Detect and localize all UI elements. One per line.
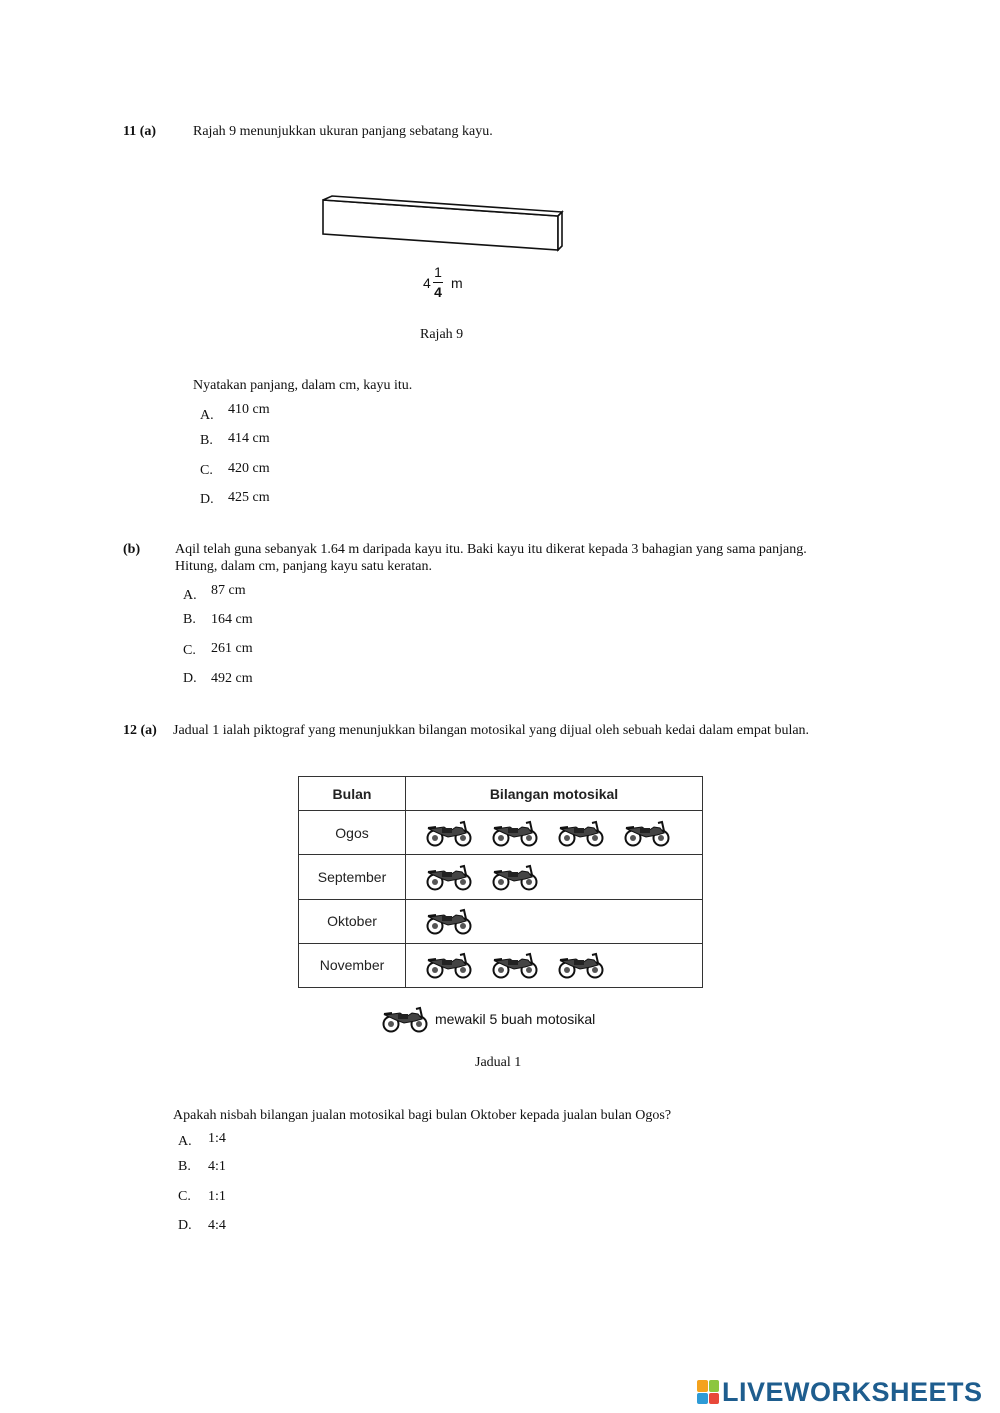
motorcycle-icon	[426, 907, 472, 935]
q12-question: Apakah nisbah bilangan jualan motosikal bagi bulan Oktober kepada jualan bulan Ogos?	[173, 1108, 672, 1123]
table-row	[299, 811, 703, 855]
option-text: 87 cm	[211, 583, 246, 598]
option-text: 1:1	[208, 1189, 226, 1204]
q12-option-c[interactable]	[178, 1189, 378, 1211]
brand-name: LIVEWORKSHEETS	[722, 1377, 983, 1407]
option-letter: A.	[178, 1134, 192, 1149]
icons-cell	[406, 943, 703, 987]
fraction-bar	[433, 282, 443, 283]
logo-square-icon	[697, 1380, 708, 1392]
motorcycle-icon	[492, 819, 538, 847]
pictograph-key	[382, 1004, 595, 1034]
motorcycle-icon	[492, 863, 538, 891]
key-text: mewakil 5 buah motosikal	[435, 1011, 596, 1027]
q11-option-a[interactable]	[200, 402, 400, 424]
option-letter: C.	[178, 1189, 191, 1204]
table-header-row	[299, 777, 703, 811]
month-cell: September	[299, 855, 406, 899]
logo-square-icon	[709, 1393, 720, 1405]
option-text: 420 cm	[228, 461, 270, 476]
plank-end	[558, 212, 562, 250]
option-text: 4:4	[208, 1218, 226, 1233]
q11b-number: (b)	[123, 542, 141, 557]
pictograph-table	[298, 776, 703, 988]
option-text: 410 cm	[228, 402, 270, 417]
length-numerator: 1	[434, 264, 442, 280]
table-caption: Jadual 1	[475, 1055, 522, 1070]
q11-stem: Rajah 9 menunjukkan ukuran panjang sebatang kayu.	[193, 124, 493, 139]
q11b-line1: Aqil telah guna sebanyak 1.64 m daripada kayu itu. Baki kayu itu dikerat kepada 3 bahagian yang sama panjang.	[175, 542, 807, 557]
option-letter: A.	[183, 588, 197, 603]
table-row	[299, 943, 703, 987]
option-letter: A.	[200, 408, 214, 423]
q11b-line2: Hitung, dalam cm, panjang kayu satu keratan.	[175, 559, 432, 574]
liveworksheets-logo[interactable]	[697, 1378, 983, 1406]
q11b-option-b[interactable]	[183, 612, 383, 634]
month-cell: Oktober	[299, 899, 406, 943]
header-count: Bilangan motosikal	[406, 777, 703, 811]
length-unit: m	[451, 275, 463, 291]
option-text: 425 cm	[228, 490, 270, 505]
motorcycle-icon	[426, 863, 472, 891]
q11b-option-c[interactable]	[183, 641, 383, 663]
q11-option-b[interactable]	[200, 431, 400, 453]
option-letter: C.	[200, 463, 213, 478]
q11-number: 11 (a)	[123, 124, 157, 139]
length-denominator: 4	[434, 284, 442, 300]
q11b-option-a[interactable]	[183, 583, 383, 605]
option-letter: D.	[183, 671, 197, 686]
icons-cell	[406, 899, 703, 943]
option-text: 414 cm	[228, 431, 270, 446]
motorcycle-icon	[492, 951, 538, 979]
option-text: 164 cm	[211, 612, 253, 627]
motorcycle-icon	[558, 819, 604, 847]
icons-cell	[406, 855, 703, 899]
motorcycle-icon	[558, 951, 604, 979]
table-row	[299, 855, 703, 899]
month-cell: November	[299, 943, 406, 987]
length-label	[423, 266, 473, 302]
icons-cell	[406, 811, 703, 855]
q11b-option-d[interactable]	[183, 671, 383, 693]
wood-plank-figure	[318, 192, 568, 254]
table-row	[299, 899, 703, 943]
option-letter: D.	[178, 1218, 192, 1233]
motorcycle-icon	[624, 819, 670, 847]
header-month: Bulan	[299, 777, 406, 811]
q12-option-b[interactable]	[178, 1159, 378, 1181]
q11-question: Nyatakan panjang, dalam cm, kayu itu.	[193, 378, 413, 393]
option-letter: B.	[200, 433, 213, 448]
option-text: 4:1	[208, 1159, 226, 1174]
q11-option-d[interactable]	[200, 490, 400, 512]
q12-stem: Jadual 1 ialah piktograf yang menunjukkan bilangan motosikal yang dijual oleh sebuah kedai dalam empat bulan.	[173, 723, 810, 738]
logo-mark-icon	[697, 1380, 719, 1404]
logo-square-icon	[697, 1393, 708, 1405]
q11-option-c[interactable]	[200, 461, 400, 483]
option-letter: C.	[183, 643, 196, 658]
option-letter: B.	[183, 612, 196, 627]
option-text: 492 cm	[211, 671, 253, 686]
month-cell: Ogos	[299, 811, 406, 855]
option-text: 1:4	[208, 1131, 226, 1146]
q12-option-d[interactable]	[178, 1218, 378, 1240]
length-whole: 4	[423, 275, 431, 291]
motorcycle-icon	[382, 1005, 428, 1033]
motorcycle-icon	[426, 951, 472, 979]
figure-caption: Rajah 9	[420, 327, 464, 342]
option-text: 261 cm	[211, 641, 253, 656]
option-letter: B.	[178, 1159, 191, 1174]
option-letter: D.	[200, 492, 214, 507]
q12-number: 12 (a)	[123, 723, 157, 738]
q12-option-a[interactable]	[178, 1131, 378, 1153]
motorcycle-icon	[426, 819, 472, 847]
logo-square-icon	[709, 1380, 720, 1392]
